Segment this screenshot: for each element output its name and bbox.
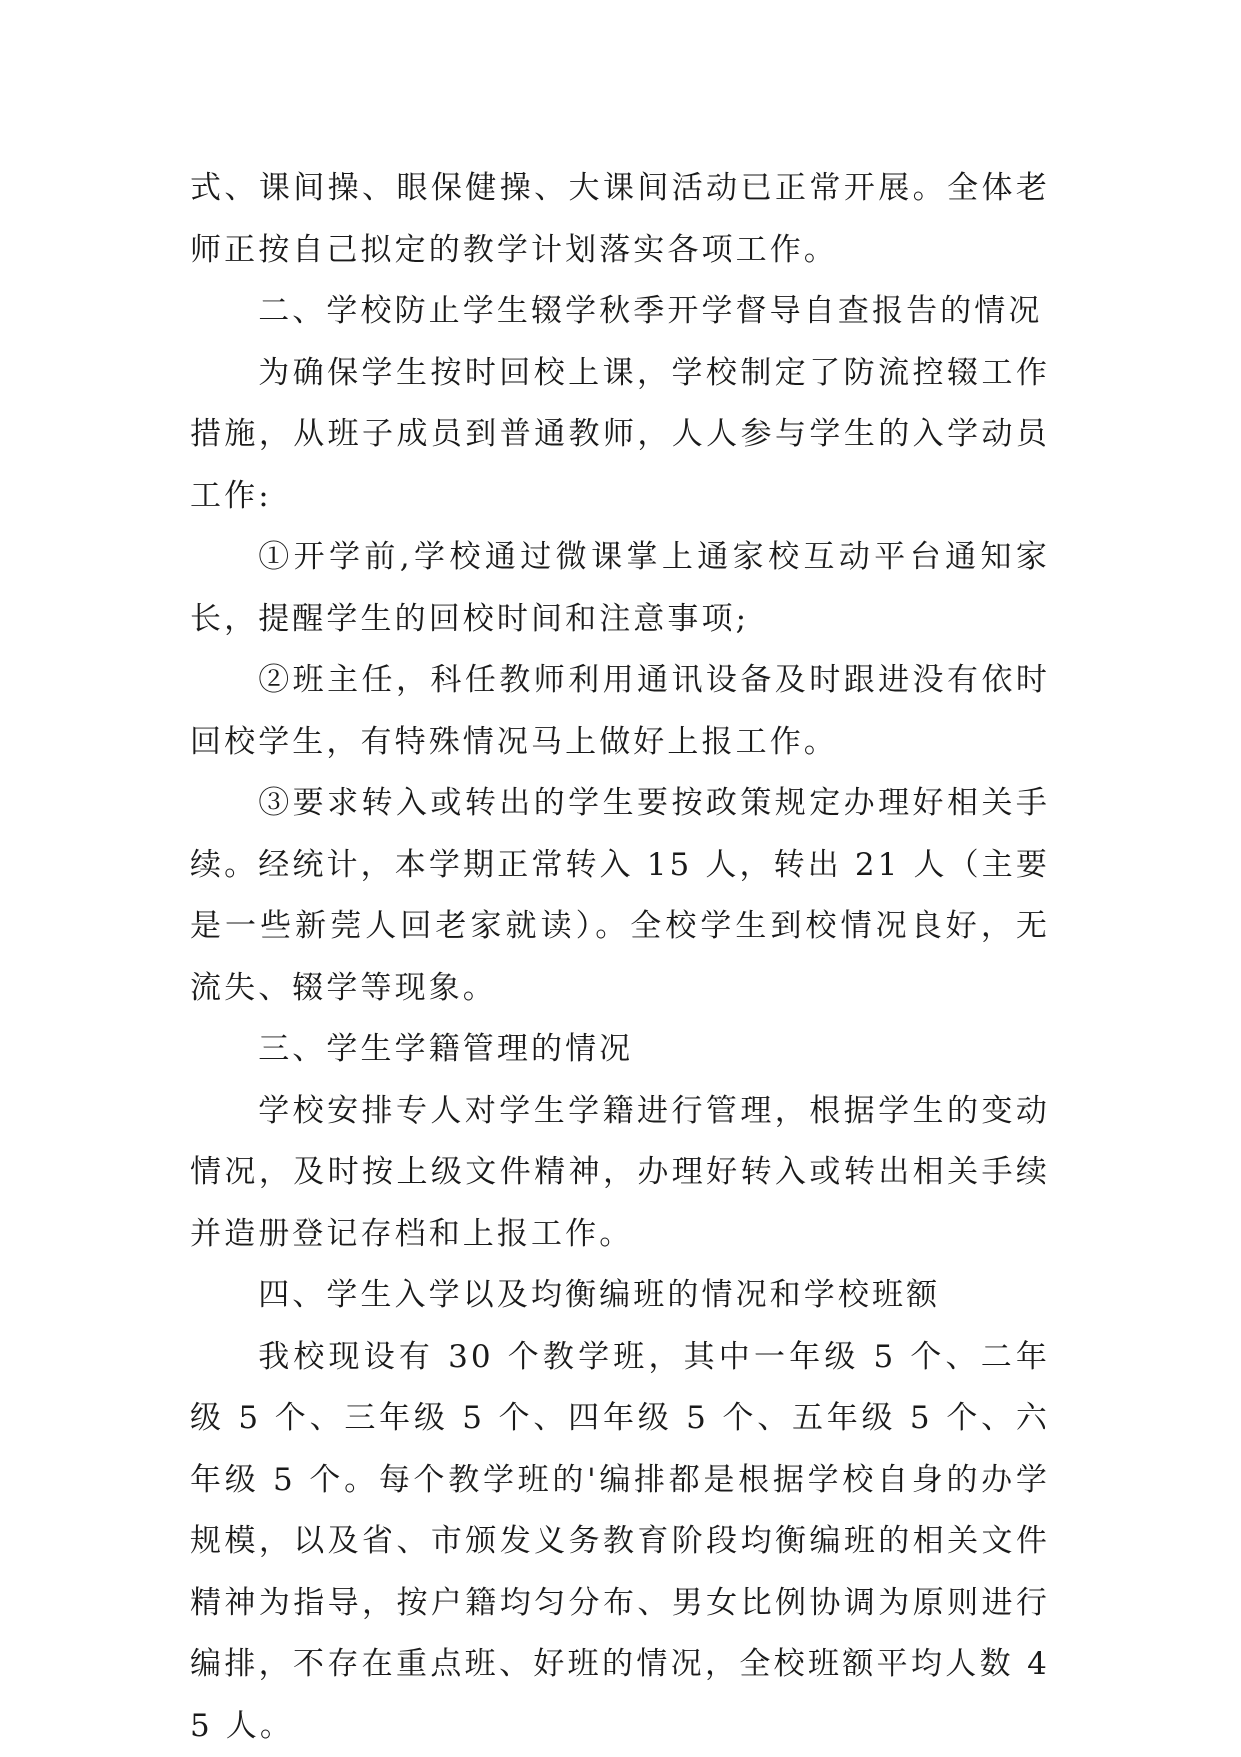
list-item: ①开学前,学校通过微课掌上通家校互动平台通知家长，提醒学生的回校时间和注意事项;	[190, 527, 1050, 650]
document-body	[190, 158, 1050, 1757]
paragraph: 为确保学生按时回校上课，学校制定了防流控辍工作措施，从班子成员到普通教师，人人参与学生的入学动员工作:	[190, 343, 1050, 528]
paragraph: 我校现设有 30 个教学班，其中一年级 5 个、二年级 5 个、三年级 5 个、四年级 5 个、五年级 5 个、六年级 5 个。每个教学班的'编排都是根据学校自身的办学规模，以及省、市颁发义务教育阶段均衡编班的相关文件精神为指导，按户籍均匀分布、男女比例协调为原则进行编排，不存在重点班、好班的情况，全校班额平均人数 45 人。	[190, 1327, 1050, 1757]
list-item: ②班主任，科任教师利用通讯设备及时跟进没有依时回校学生，有特殊情况马上做好上报工作。	[190, 650, 1050, 773]
paragraph: 学校安排专人对学生学籍进行管理，根据学生的变动情况，及时按上级文件精神，办理好转入或转出相关手续并造册登记存档和上报工作。	[190, 1081, 1050, 1266]
section-heading-4: 四、学生入学以及均衡编班的情况和学校班额	[190, 1265, 1050, 1327]
section-heading-2: 二、学校防止学生辍学秋季开学督导自查报告的情况	[190, 281, 1050, 343]
list-item: ③要求转入或转出的学生要按政策规定办理好相关手续。经统计，本学期正常转入 15 人，转出 21 人（主要是一些新莞人回老家就读）。全校学生到校情况良好，无流失、辍学等现象。	[190, 773, 1050, 1019]
paragraph-continuation: 式、课间操、眼保健操、大课间活动已正常开展。全体老师正按自己拟定的教学计划落实各项工作。	[190, 158, 1050, 281]
section-heading-3: 三、学生学籍管理的情况	[190, 1019, 1050, 1081]
